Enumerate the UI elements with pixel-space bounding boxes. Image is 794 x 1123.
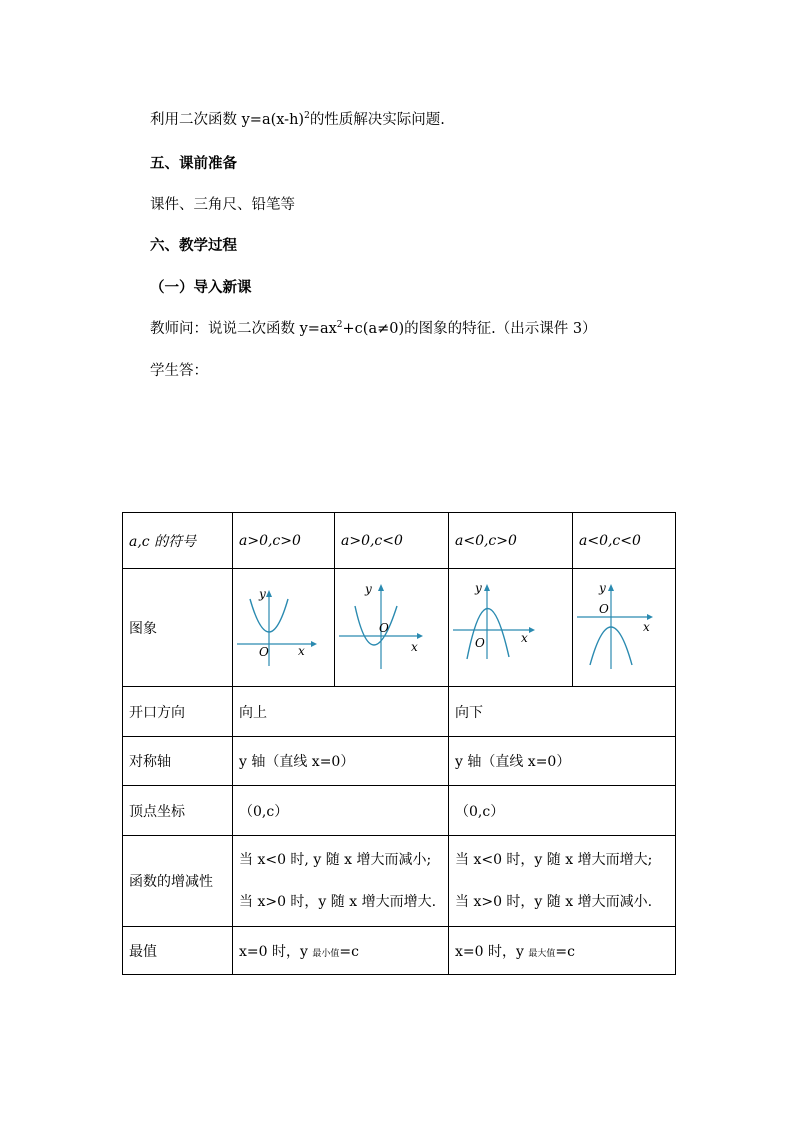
monotonicity-up (233, 836, 449, 927)
question-pre: 教师问：说说二次函数 y=ax (150, 321, 337, 337)
mono-down-line1: 当 x<0 时，y 随 x 增大而增大; (455, 852, 653, 868)
table-row (123, 569, 676, 687)
table-row (123, 513, 676, 569)
graph-row-label: 图象 (123, 569, 233, 687)
graph-case-3 (449, 569, 573, 687)
extreme-up-pre: x=0 时，y (239, 943, 313, 960)
graph1-y: y (259, 587, 266, 601)
extreme-down-pre: x=0 时，y (455, 943, 529, 960)
graph3-o: O (475, 636, 485, 650)
question-exp: 2 (336, 320, 343, 331)
extreme-down-post: =c (555, 943, 575, 960)
extreme-down-sub: 最大值 (528, 948, 556, 959)
vertex-value-up: （0,c） (233, 786, 449, 836)
axis-label: 对称轴 (123, 737, 233, 786)
extreme-up-sub: 最小值 (312, 948, 340, 959)
graph2-y: y (365, 582, 372, 596)
graph2-x: x (411, 640, 418, 654)
teacher-question (150, 317, 597, 338)
question-post: +c(a≠0)的图象的特征.（出示课件 3） (342, 321, 597, 337)
graph4-y: y (599, 581, 606, 595)
table-row (123, 687, 676, 737)
axis-value-up: y 轴（直线 x=0） (233, 737, 449, 786)
graph4-x: x (643, 620, 650, 634)
case-1: a>0,c>0 (233, 513, 335, 569)
graph-case-2 (335, 569, 449, 687)
line1-pre: 利用二次函数 y=a(x-h) (150, 112, 305, 128)
case-3: a<0,c>0 (449, 513, 573, 569)
table-row (123, 737, 676, 786)
graph-case-1 (233, 569, 335, 687)
subsection-1-title: （一）导入新课 (150, 279, 252, 296)
monotonicity-down (449, 836, 676, 927)
quadratic-properties-table (122, 512, 676, 975)
line-quadratic-application (150, 108, 445, 129)
graph4-o: O (599, 602, 609, 616)
table-row (123, 786, 676, 836)
line1-post: 的性质解决实际问题. (309, 112, 445, 128)
extreme-label: 最值 (123, 927, 233, 975)
case-4: a<0,c<0 (573, 513, 676, 569)
open-direction-label: 开口方向 (123, 687, 233, 737)
graph2-o: O (379, 621, 389, 635)
extreme-up (233, 927, 449, 975)
section-6-title: 六、教学过程 (150, 237, 237, 254)
extreme-down (449, 927, 676, 975)
graph-down-negative (573, 569, 675, 682)
open-down-value: 向下 (449, 687, 676, 737)
axis-value-down: y 轴（直线 x=0） (449, 737, 676, 786)
graph1-o: O (259, 645, 269, 659)
mono-down-line2: 当 x>0 时，y 随 x 增大而减小. (455, 894, 653, 910)
open-up-value: 向上 (233, 687, 449, 737)
line1-exp: 2 (304, 111, 310, 122)
section-5-title: 五、课前准备 (150, 155, 237, 172)
materials-text: 课件、三角尺、铅笔等 (150, 197, 295, 213)
extreme-up-post: =c (339, 943, 359, 960)
vertex-value-down: （0,c） (449, 786, 676, 836)
vertex-label: 顶点坐标 (123, 786, 233, 836)
table-row (123, 927, 676, 975)
table-row (123, 836, 676, 927)
table-header-label: a,c 的符号 (123, 513, 233, 569)
graph3-x: x (521, 631, 528, 645)
graph-up-positive (233, 569, 334, 682)
graph-up-negative (335, 569, 448, 682)
monotonicity-label: 函数的增减性 (123, 836, 233, 927)
case-2: a>0,c<0 (335, 513, 449, 569)
graph-down-positive (449, 569, 572, 682)
graph-case-4 (573, 569, 676, 687)
graph1-x: x (298, 644, 305, 658)
mono-up-line1: 当 x<0 时, y 随 x 增大而减小; (239, 852, 432, 868)
mono-up-line2: 当 x>0 时，y 随 x 增大而增大. (239, 894, 437, 910)
graph3-y: y (475, 581, 482, 595)
student-answer-label: 学生答： (150, 363, 208, 379)
